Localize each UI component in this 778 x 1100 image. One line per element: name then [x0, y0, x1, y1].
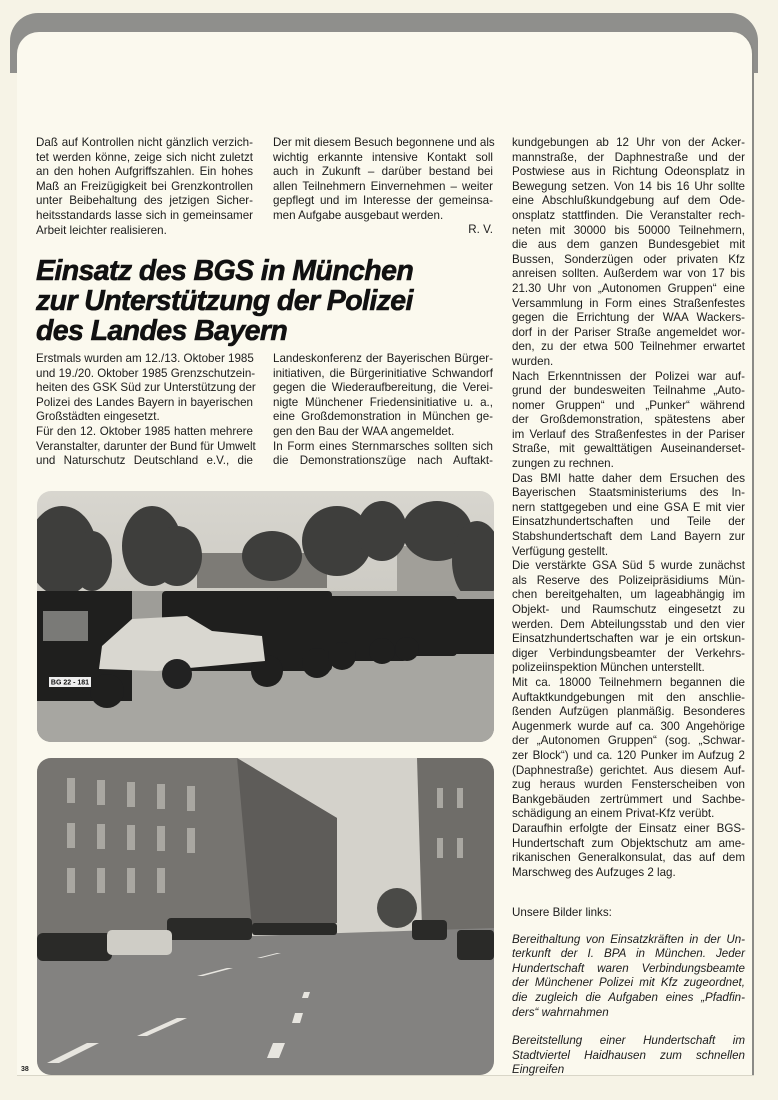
text-line: die Demonstrationszüge nach Auftakt- — [273, 454, 493, 468]
text-line: und Naturschutz Deutschland e.V., die — [36, 454, 253, 468]
text-line: polizeiinspektion München unterstellt. — [512, 661, 705, 675]
page-number: 38 — [21, 1066, 29, 1073]
photo-vehicles-parked — [37, 491, 494, 742]
article-column-2 — [273, 352, 493, 469]
text-line: Der mit diesem Besuch begonnene und als — [273, 136, 495, 149]
article-column-3 — [512, 136, 745, 880]
caption-line: Bereithaltung von Einsatzkräften in der Un- — [512, 932, 745, 946]
text-line: Auftaktkundgebungen mit den anschlie- — [512, 690, 745, 704]
text-line: an den hohen Aufgriffszahlen. Ein hohes — [36, 165, 253, 179]
text-line: Marschweg des Aufzuges 2 lag. — [512, 865, 676, 879]
text-line: dorf in der Pariser Straße angemeldet wor- — [512, 325, 745, 339]
headline-line: des Landes Bayern — [36, 315, 288, 347]
text-line: Maß an Freizügigkeit bei Grenzkontrollen — [36, 179, 253, 193]
text-line: nigte Münchener Friedensinitiative u. a., — [273, 395, 493, 409]
text-line: zer Block“) und ca. 120 Punker im Aufzug 2 — [512, 748, 745, 762]
text-line: nern stattgegeben und eine GSA E mit vier — [512, 500, 745, 514]
intro-signature-wrap — [273, 223, 493, 238]
caption-line: der Münchener Polizei mit Kfz zugeordnet, — [512, 976, 745, 990]
text-line: diger Verbindungsbeamter der Verkehrs- — [512, 646, 745, 660]
text-line: initiativen, die Bürgerinitiative Schwandorf — [273, 366, 493, 380]
text-line: gegen die Wiederaufbereitung, die Verei- — [273, 381, 493, 395]
text-line: anreisen sollten. Außerdem war von 17 bis — [512, 267, 745, 281]
text-line: kundgebungen ab 12 Uhr von der Acker- — [512, 136, 745, 149]
caption-line: Stadtviertel Haidhausen zum schnellen — [512, 1048, 745, 1062]
text-line: und 19./20. Oktober 1985 Grenzschutzein- — [36, 366, 256, 380]
signature: R. V. — [468, 223, 493, 236]
text-line: eine Abschlußkundgebung auf dem Ode- — [512, 194, 745, 208]
text-line: gepflegt und im Interesse der gemeinsa- — [273, 194, 493, 208]
text-line: Landeskonferenz der Bayerischen Bürger- — [273, 352, 493, 365]
text-line: Großstädten eingesetzt. — [36, 410, 160, 424]
text-line: der „Autonomen Gruppen“ (sog. „Schwar- — [512, 734, 745, 748]
text-line: tet werden könne, zeige sich nicht zuletzt — [36, 150, 253, 164]
text-line: gen den Bau der WAA angemeldet. — [273, 424, 455, 438]
text-line: wichtig erkannte intensive Kontakt soll — [273, 150, 493, 164]
text-line: Das BMI hatte daher dem Ersuchen des — [512, 471, 745, 485]
text-line: Postwiese aus in Richtung Odeonsplatz in — [512, 165, 745, 179]
intro-column-2 — [273, 136, 493, 224]
headline-line: zur Unterstützung der Polizei — [36, 285, 413, 317]
text-line: gegen die Errichtung der WAA Wackers- — [512, 311, 745, 325]
captions — [512, 906, 745, 1078]
text-line: zug heraus wurden Fensterscheiben von — [512, 778, 745, 792]
text-line: Bayerischen Staatsministeriums des In- — [512, 486, 745, 500]
text-line: zungen zu rechnen. — [512, 457, 614, 471]
text-line: Daß auf Kontrollen nicht gänzlich verzich- — [36, 136, 253, 149]
headline-line: Einsatz des BGS in München — [36, 255, 414, 287]
text-line: Arbeit leichter realisieren. — [36, 223, 167, 237]
text-line: im Verlauf des Straßenfestes in der Pariser — [512, 427, 745, 441]
license-plate-text: BG 22 - 181 — [50, 679, 90, 687]
text-line: ßenden Aufzügen planmäßig. Besonderes — [512, 705, 745, 719]
text-line: Augenmerk wurde auf ca. 300 Angehörige — [512, 719, 745, 733]
text-line: In Form eines Sternmarsches sollten sich — [273, 439, 493, 453]
text-line: Einsatzhundertschaften war je ein ortskun- — [512, 632, 745, 646]
text-line: eine Großdemonstration in München ge- — [273, 410, 493, 424]
text-line: nomer Gruppen“ und „Punker“ während — [512, 398, 745, 412]
text-line: men Aufgabe ausgebaut werden. — [273, 208, 444, 222]
text-line: allen Teilnehmern Einvernehmen – weiter — [273, 179, 493, 193]
text-line: 21.30 Uhr von „Autonomen Gruppen“ eine — [512, 281, 745, 295]
text-line: neten mit 30000 bis 50000 Teilnehmern, — [512, 223, 745, 237]
text-line: Versammlung in Form eines Straßenfestes — [512, 296, 745, 310]
text-line: schädigung an einem Privat-Kfz verübt. — [512, 807, 715, 821]
caption-2 — [512, 1034, 745, 1078]
text-line: der Großdemonstration, spätestens aber — [512, 413, 745, 427]
text-line: Daraufhin erfolgte der Einsatz einer BGS- — [512, 821, 745, 835]
caption-line: die zugleich die Aufgaben eines „Pfadfin- — [512, 990, 745, 1004]
captions-heading: Unsere Bilder links: — [512, 906, 612, 919]
caption-1 — [512, 933, 745, 1021]
text-line: chen bereitgehalten, um lageabhängig im — [512, 588, 745, 602]
text-line: Die verstärkte GSA Süd 5 wurde zunächst — [512, 559, 745, 573]
caption-line: terkunft der I. BPA in München. Jeder — [512, 947, 745, 961]
text-line: Bussen, Sonderzügen oder privaten Kfz — [512, 252, 745, 266]
text-line: den, zu der etwa 500 Teilnehmer erwartet — [512, 340, 745, 354]
text-line: die aus dem ganzen Bundesgebiet mit — [512, 238, 745, 252]
text-line: Bankgebäuden zertrümmert und Sachbe- — [512, 792, 745, 806]
text-line: Stabshundertschaft dem Land Bayern zur — [512, 530, 745, 544]
text-line: grund der bundesweiten Teilnahme „Auto- — [512, 384, 745, 398]
text-line: werden. Dem Abteilungsstab und den vier — [512, 617, 745, 631]
text-line: rikanischen Generalkonsulat, das auf dem — [512, 851, 745, 865]
caption-line: Hundertschaft waren Verbindungsbeamte — [512, 961, 745, 975]
text-line: auch in Zukunft – darüber bestand bei — [273, 165, 493, 179]
text-line: onsplatz stattfinden. Die Veranstalter rech- — [512, 208, 745, 222]
caption-line: Bereitstellung einer Hundertschaft im — [512, 1034, 745, 1048]
article-column-1 — [36, 352, 256, 469]
text-line: Einsatzhundertschaften und Teile der — [512, 515, 745, 529]
text-line: heiten des GSK Süd zur Unterstützung der — [36, 381, 256, 395]
text-line: unter Beibehaltung des jetzigen Sicher- — [36, 194, 253, 208]
text-line: heitsstandards lasse sich in gemeinsamer — [36, 208, 253, 222]
caption-line: ders“ wahrnahmen — [512, 1005, 609, 1019]
text-line: Mit ca. 18000 Teilnehmern begannen die — [512, 675, 745, 689]
text-line: Für den 12. Oktober 1985 hatten mehrere — [36, 424, 253, 438]
text-line: Hundertschaft zum Objektschutz am ame- — [512, 836, 745, 850]
text-line: Nach Erkenntnissen der Polizei war auf- — [512, 369, 745, 383]
intro-column-1 — [36, 136, 253, 238]
caption-line: Eingreifen — [512, 1063, 565, 1077]
text-line: Objekt- und Raumschutz eingesetzt zu — [512, 603, 745, 616]
photo-street-haidhausen — [37, 758, 494, 1075]
text-line: (Daphnestraße) gerichtet. Aus diesem Auf- — [512, 763, 745, 777]
text-line: Straße, mit gewalttätigen Auseinanderset- — [512, 442, 745, 456]
text-line: Veranstalter, darunter der Bund für Umwelt — [36, 439, 256, 453]
text-line: Erstmals wurden am 12./13. Oktober 1985 — [36, 352, 254, 365]
text-line: als Reserve des Polizeipräsidiums Mün- — [512, 573, 745, 587]
text-line: Polizei des Landes Bayern in bayerischen — [36, 395, 253, 409]
text-line: mannstraße, der Daphnestraße und der — [512, 150, 745, 164]
text-line: wurden. — [512, 354, 554, 368]
article-headline — [36, 256, 506, 346]
text-line: Verfügung gestellt. — [512, 544, 609, 558]
text-line: Bewegung setzen. Von 14 bis 16 Uhr sollte — [512, 179, 745, 193]
